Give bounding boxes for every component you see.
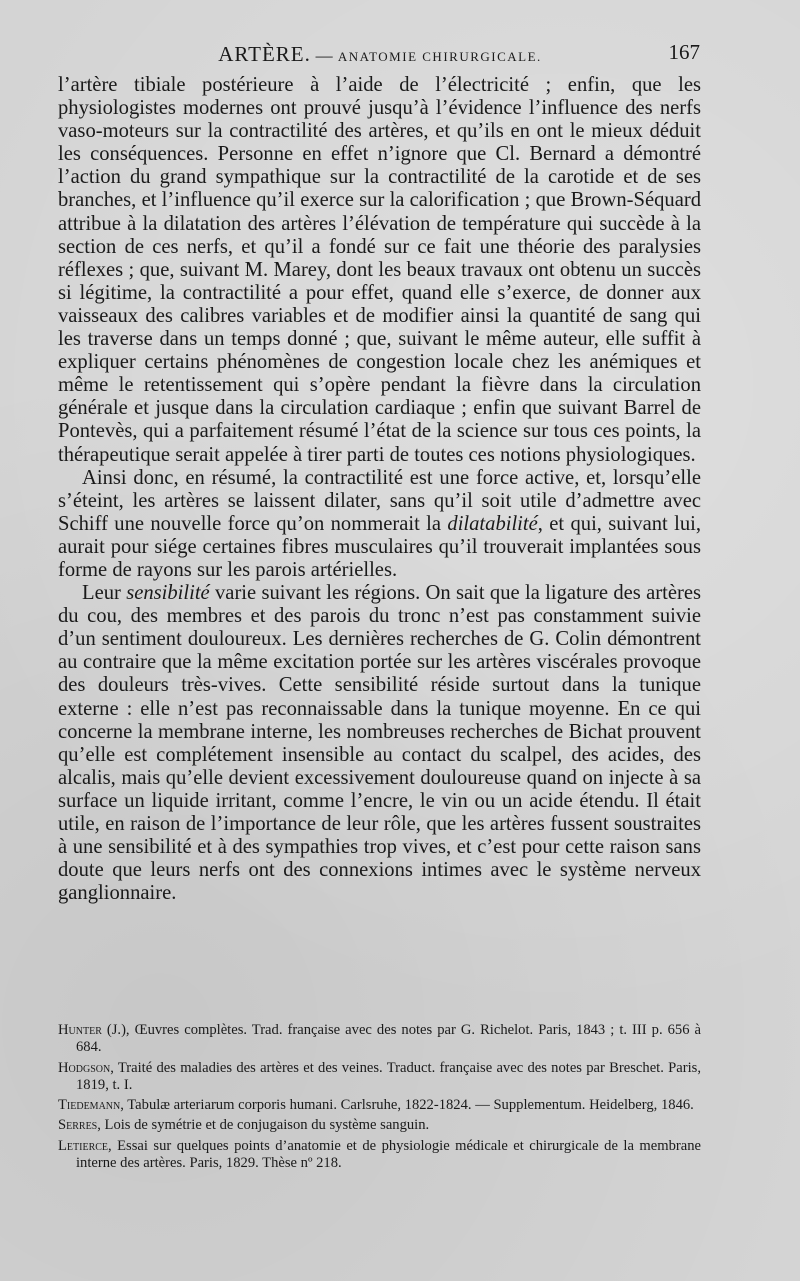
running-title-sub: ANATOMIE CHIRURGICALE. bbox=[337, 49, 542, 64]
paragraph-2 bbox=[58, 467, 701, 582]
bibliography bbox=[58, 1022, 701, 1175]
reference-text: Essai sur quelques points d’anatomie et de physiologie médicale et chirurgicale de la membrane interne des artères. Paris, 1829. Thèse nº 218. bbox=[76, 1137, 701, 1172]
running-title-dash: — bbox=[310, 46, 338, 65]
reference-author: Hunter (J.), bbox=[58, 1022, 130, 1038]
paragraph-3-emphasis: sensibilité bbox=[126, 582, 210, 605]
reference-item bbox=[58, 1097, 701, 1114]
page-number: 167 bbox=[668, 40, 700, 64]
paragraph-2-text-a: Ainsi donc, en résumé, la contractilité est une force active, et, lorsqu’elle s’éteint, les artères se laissent dilater, sans qu’il soit utile d’admettre avec Schiff une nouvelle force qu’on nommerait la bbox=[58, 466, 701, 535]
paragraph-3-text-a: Leur bbox=[82, 582, 127, 605]
paragraph-3-text-b: varie suivant les régions. On sait que la ligature des artères du cou, des membres et des parois du tronc n’est pas constamment suivie d’un sentiment douloureux. Les dernières recherches de G. Colin démontrent au contraire que la même excitation portée sur les artères viscérales provoque des douleurs très-vives. Cette sensibilité réside surtout dans la tunique externe : elle n’est pas reconnaissable dans la tunique moyenne. En ce qui concerne la membrane interne, les nombreuses recherches de Bichat prouvent qu’elle est complétement insensible au contact du scalpel, des acides, des alcalis, mais qu’elle devient excessivement douloureuse quand on injecte à sa surface un liquide irritant, comme l’encre, le vin ou un acide étendu. Il était utile, en raison de l’importance de leur rôle, que les artères fussent soustraites à une sensibilité et à des sympathies trop vives, et c’est pour cette raison sans doute que leurs nerfs ont des connexions intimes avec le système nerveux ganglionnaire. bbox=[58, 582, 701, 905]
reference-item bbox=[58, 1060, 701, 1095]
reference-text: Lois de symétrie et de conjugaison du système sanguin. bbox=[100, 1117, 430, 1134]
reference-text: Tabulæ arteriarum corporis humani. Carlsruhe, 1822-1824. — Supplementum. Heidelberg, 1846. bbox=[123, 1097, 694, 1114]
reference-author: Serres, bbox=[58, 1117, 101, 1134]
paragraph-2-text-b: , et qui, suivant lui, aurait pour siége certaines fibres musculaires qu’il trouverait implantées sous forme de rayons sur les parois artérielles. bbox=[58, 512, 701, 581]
running-title bbox=[60, 42, 700, 67]
reference-text: Traité des maladies des artères et des veines. Traduct. française avec des notes par Breschet. Paris, 1819, t. I. bbox=[76, 1059, 701, 1093]
reference-item bbox=[58, 1138, 701, 1173]
running-header bbox=[60, 42, 700, 70]
main-text bbox=[58, 74, 701, 905]
paragraph-2-emphasis: dilatabilité bbox=[447, 512, 538, 535]
reference-item bbox=[58, 1022, 701, 1057]
reference-text: Œuvres complètes. Trad. française avec des notes par G. Richelot. Paris, 1843 ; t. III p. 656 à 684. bbox=[76, 1022, 702, 1056]
reference-author: Hodgson, bbox=[58, 1059, 114, 1076]
running-title-main: ARTÈRE. bbox=[218, 42, 311, 66]
reference-author: Letierce, bbox=[58, 1137, 112, 1154]
paragraph-1: l’artère tibiale postérieure à l’aide de l’électricité ; enfin, que les physiologistes modernes ont prouvé jusqu’à l’évidence l’influence des nerfs vaso-moteurs sur la contractilité des artères, et qu’ils en ont le mieux déduit les conséquences. Personne en effet n’ignore que Cl. Bernard a démontré l’action du grand sympathique sur la contractilité de la carotide et de ses branches, et l’influence qu’il exerce sur la calorification ; que Brown-Séquard attribue à la dilatation des artères l’élévation de température qui succède à la section de ces nerfs, et qu’il a fondé sur ce fait une théorie des paralysies réflexes ; que, suivant M. Marey, dont les beaux travaux ont obtenu un succès si légitime, la contractilité a pour effet, quand elle s’exerce, de donner aux vaisseaux des calibres variables et de modifier ainsi la quantité de sang qui les traverse dans un temps donné ; que, suivant le même auteur, elle suffit à expliquer certains phénomènes de congestion locale chez les anémiques et même le retentissement qui s’opère pendant la fièvre dans la circulation générale et jusque dans la circulation cardiaque ; enfin que suivant Barrel de Pontevès, qui a parfaitement résumé l’état de la science sur tous ces points, la thérapeutique serait appelée à tirer parti de toutes ces notions physiologiques. bbox=[58, 74, 701, 466]
reference-author: Tiedemann, bbox=[58, 1097, 124, 1114]
reference-item bbox=[58, 1117, 701, 1134]
paragraph-3 bbox=[58, 582, 701, 905]
